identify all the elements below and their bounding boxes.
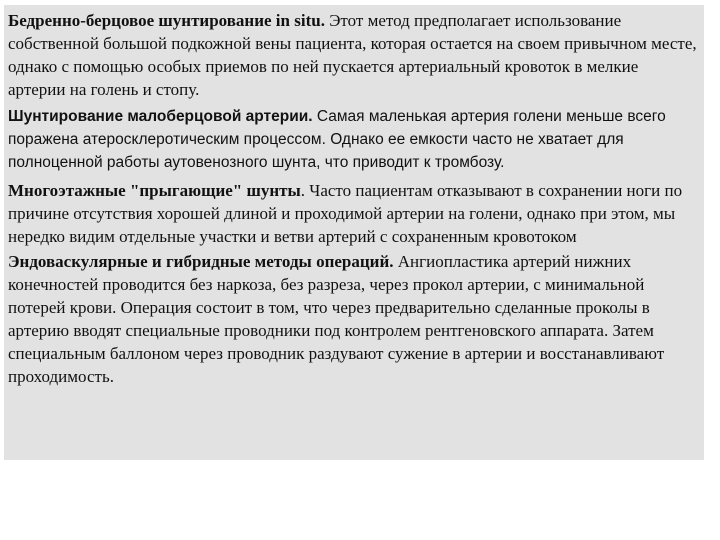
- text-box: [4, 5, 704, 460]
- paragraph-endovascular: [8, 250, 698, 388]
- paragraph-heading: Шунтирование малоберцовой артерии.: [8, 108, 313, 125]
- paragraph-heading: Эндоваскулярные и гибридные методы операций.: [8, 252, 394, 271]
- paragraph-body: Этот метод предполагает использование собственной большой подкожной вены пациента, которая остается на своем привычном месте, однако с помощью особых приемов по ней пускается артериальный кровоток в мелкие артерии на голень и стопу.: [8, 11, 697, 99]
- paragraph-jump-grafts: [8, 179, 698, 248]
- paragraph-heading: Многоэтажные "прыгающие" шунты: [8, 181, 301, 200]
- paragraph-heading: Бедренно-берцовое шунтирование in situ.: [8, 11, 325, 30]
- paragraph-body: . Часто пациентам отказывают в сохранении ноги по причине отсутствия хорошей длиной и проходимой артерии на голени, однако при этом, мы нередко видим отдельные участки и ветви артерий с сохраненным кровотоком: [8, 181, 683, 246]
- paragraph-in-situ-bypass: [8, 9, 698, 101]
- paragraph-body: Ангиопластика артерий нижних конечностей проводится без наркоза, без разреза, через прокол артерии, с минимальной потерей крови. Операция состоит в том, что через предварительно сделанные проколы в артерию вводят специальные проводники под контролем рентгеновского аппарата. Затем специальным баллоном через проводник раздувают сужение в артерии и восстанавливают проходимость.: [8, 252, 665, 386]
- paragraph-peroneal-bypass: [8, 105, 698, 174]
- paragraph-body: Самая маленькая артерия голени меньше всего поражена атеросклеротическим процессом. Однако ее емкости часто не хватает для полноценной работы аутовенозного шунта, что приводит к тромбозу.: [8, 108, 666, 171]
